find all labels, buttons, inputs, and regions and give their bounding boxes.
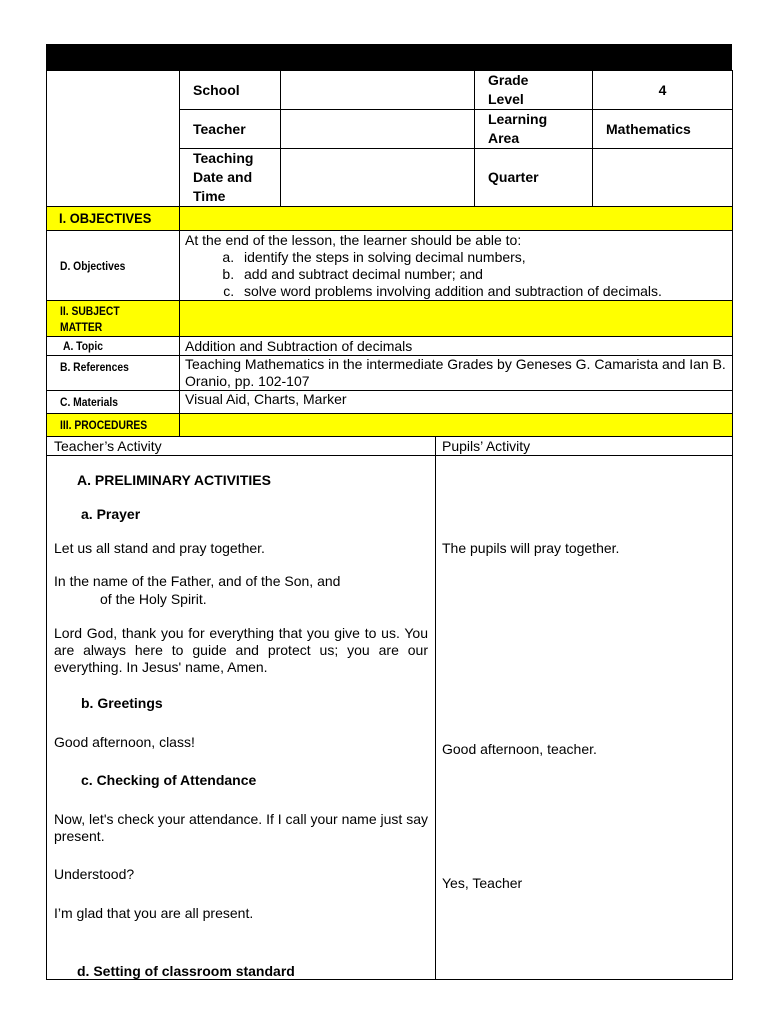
- objective-item: b. add and subtract decimal number; and: [238, 266, 732, 283]
- attendance-instruction: Now, let's check your attendance. If I call your name just say present.: [54, 811, 428, 844]
- subject-title-line1: II. SUBJECT: [60, 303, 120, 318]
- pupil-greeting: Good afternoon, teacher.: [442, 741, 597, 757]
- grade-label-line1: Grade: [488, 72, 529, 88]
- objectives-intro: At the end of the lesson, the learner should be able to:: [185, 232, 522, 248]
- teacher-label: Teacher: [180, 110, 281, 149]
- teaching-date-value: [281, 149, 475, 207]
- teacher-activity-header: Teacher’s Activity: [47, 437, 436, 456]
- school-label: School: [180, 71, 281, 110]
- date-label-line1: Teaching: [193, 150, 254, 166]
- school-value: [281, 71, 475, 110]
- grade-label-line2: Level: [488, 91, 524, 107]
- quarter-value: [593, 149, 733, 207]
- date-label-line2: Date and: [193, 169, 253, 185]
- date-label-line3: Time: [193, 188, 226, 204]
- references-label: B. References: [60, 360, 129, 374]
- subject-matter-heading-fill: [180, 301, 733, 337]
- objectives-content: [180, 231, 733, 301]
- objective-item: a. identify the steps in solving decimal numbers,: [238, 249, 732, 266]
- procedures-table: [46, 436, 733, 980]
- teaching-date-label: [180, 149, 281, 207]
- topic-label: A. Topic: [63, 339, 103, 353]
- references-label-cell: [47, 356, 180, 391]
- classroom-standard-heading: d. Setting of classroom standard: [77, 963, 295, 979]
- logo-cell: [47, 71, 180, 207]
- header-table: [46, 70, 733, 207]
- subject-matter-heading: [47, 301, 180, 337]
- topic-value: Addition and Subtraction of decimals: [180, 337, 733, 356]
- attendance-heading: c. Checking of Attendance: [81, 772, 257, 788]
- area-label-line1: Learning: [488, 111, 548, 127]
- materials-label-cell: [47, 391, 180, 414]
- prayer-text: Lord God, thank you for everything that you give to us. You are always here to guide and protect us; you are our everything. In Jesus' name, Amen.: [54, 625, 428, 675]
- preliminary-heading: A. PRELIMINARY ACTIVITIES: [77, 472, 271, 488]
- quarter-label: Quarter: [475, 149, 593, 207]
- prayer-line-b: of the Holy Spirit.: [100, 591, 207, 607]
- objectives-heading: [47, 207, 180, 231]
- references-value: Teaching Mathematics in the intermediate Grades by Geneses G. Camarista and Ian B. Oranio, pp. 102-107: [180, 356, 733, 391]
- objectives-title: I. OBJECTIVES: [59, 209, 152, 226]
- greeting-teacher: Good afternoon, class!: [54, 734, 195, 750]
- title-bar: [46, 44, 732, 71]
- d-objectives-label: D. Objectives: [60, 258, 126, 273]
- pupil-prayer: The pupils will pray together.: [442, 540, 620, 556]
- grade-level-value: 4: [593, 71, 733, 110]
- objectives-heading-fill: [180, 207, 733, 231]
- learning-area-value: Mathematics: [593, 110, 733, 149]
- content-table: [46, 206, 733, 437]
- learning-area-label: [475, 110, 593, 149]
- teacher-value: [281, 110, 475, 149]
- procedures-heading: [47, 414, 180, 437]
- area-label-line2: Area: [488, 130, 520, 146]
- teacher-activity-cell: [47, 456, 436, 980]
- procedures-title: III. PROCEDURES: [60, 418, 148, 432]
- lesson-plan: [46, 44, 732, 980]
- attendance-closing: I’m glad that you are all present.: [54, 905, 254, 921]
- materials-value: Visual Aid, Charts, Marker: [180, 391, 733, 414]
- materials-label: C. Materials: [60, 395, 118, 409]
- procedures-heading-fill: [180, 414, 733, 437]
- pupils-activity-header: Pupils’ Activity: [436, 437, 733, 456]
- topic-label-cell: [47, 337, 180, 356]
- greetings-heading: b. Greetings: [81, 695, 163, 711]
- objectives-list: [185, 249, 732, 300]
- d-objectives-label-cell: [47, 231, 180, 301]
- pupil-understood: Yes, Teacher: [442, 875, 523, 891]
- grade-level-label: [475, 71, 593, 110]
- attendance-question: Understood?: [54, 866, 135, 882]
- prayer-line-a: In the name of the Father, and of the Son, and: [54, 573, 341, 589]
- prayer-heading: a. Prayer: [81, 506, 141, 522]
- objective-item: c. solve word problems involving addition and subtraction of decimals.: [238, 283, 732, 300]
- prayer-instruction: Let us all stand and pray together.: [54, 540, 265, 556]
- subject-title-line2: MATTER: [60, 319, 103, 334]
- pupils-activity-cell: [436, 456, 733, 980]
